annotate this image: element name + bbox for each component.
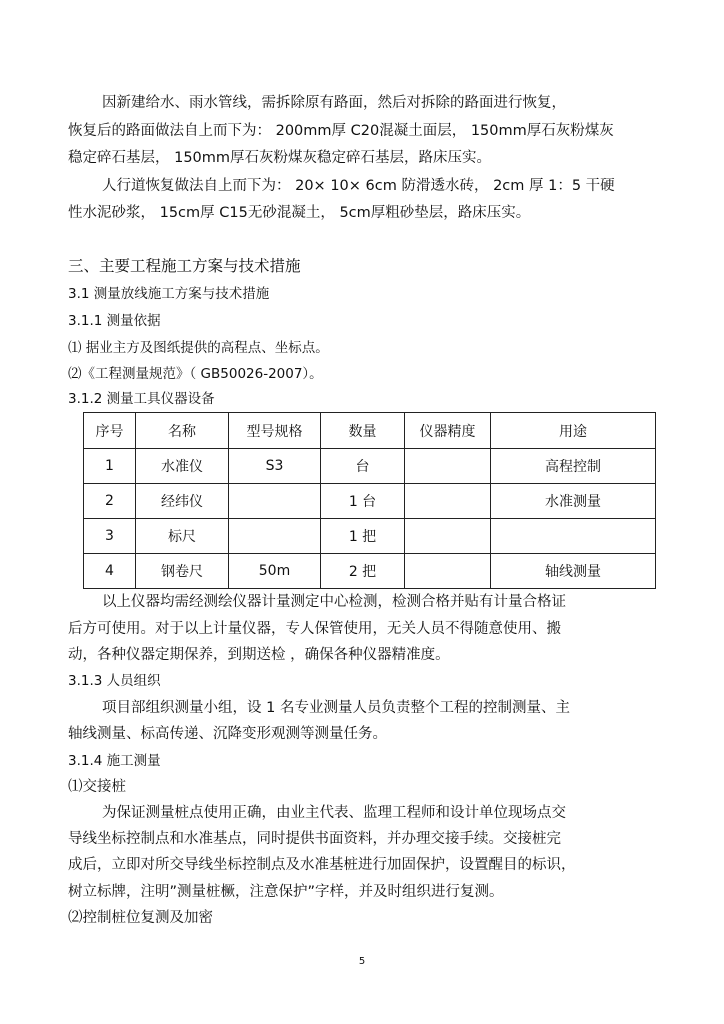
- paragraph-line: 树立标牌，注明”测量桩橛，注意保护”字样，并及时组织进行复测。: [68, 884, 504, 900]
- table-cell: S3: [229, 449, 321, 484]
- table-cell: [405, 519, 491, 554]
- table-row: [84, 484, 656, 519]
- survey-item-heading: ⑵控制桩位复测及加密: [68, 910, 213, 926]
- table-cell: [405, 554, 491, 589]
- subsection-heading: 3.1.3 人员组织: [68, 673, 161, 689]
- paragraph-line: 为保证测量桩点使用正确，由业主代表、监理工程师和设计单位现场点交: [102, 805, 566, 821]
- paragraph-line: 因新建给水、雨水管线，需拆除原有路面，然后对拆除的路面进行恢复，: [102, 95, 566, 111]
- table-cell: 轴线测量: [491, 554, 656, 589]
- table-row: [84, 519, 656, 554]
- table-cell: 标尺: [136, 519, 229, 554]
- paragraph-line: 成后，立即对所交导线坐标控制点及水准基桩进行加固保护，设置醒目的标识，: [68, 857, 576, 873]
- subsection-heading: 3.1 测量放线施工方案与技术措施: [68, 286, 270, 302]
- table-header-cell: 名称: [136, 413, 229, 449]
- table-header-cell: 仪器精度: [405, 413, 491, 449]
- table-cell: 1 台: [321, 484, 405, 519]
- paragraph-line: 轴线测量、标高传递、沉降变形观测等测量任务。: [68, 726, 387, 742]
- table-cell: 水准仪: [136, 449, 229, 484]
- table-cell: 1: [84, 449, 136, 484]
- paragraph-line: 性水泥砂浆， 15cm厚 C15无砂混凝土， 5cm厚粗砂垫层，路床压实。: [68, 205, 531, 221]
- subsection-heading: 3.1.2 测量工具仪器设备: [68, 391, 215, 407]
- table-cell: 2: [84, 484, 136, 519]
- subsection-heading: 3.1.4 施工测量: [68, 753, 161, 769]
- table-cell: 50m: [229, 554, 321, 589]
- instrument-table: [83, 412, 656, 589]
- section-heading: 三、主要工程施工方案与技术措施: [68, 257, 301, 275]
- table-cell: [229, 519, 321, 554]
- paragraph-line: 以上仪器均需经测绘仪器计量测定中心检测，检测合格并贴有计量合格证: [102, 594, 566, 610]
- subsection-heading: 3.1.1 测量依据: [68, 313, 161, 329]
- table-header-cell: 数量: [321, 413, 405, 449]
- table-cell: 水准测量: [491, 484, 656, 519]
- table-cell: [491, 519, 656, 554]
- paragraph-line: 项目部组织测量小组，设 1 名专业测量人员负责整个工程的控制测量、主: [102, 700, 570, 716]
- table-cell: 3: [84, 519, 136, 554]
- survey-item-heading: ⑴交接桩: [68, 779, 126, 795]
- table-header-cell: 序号: [84, 413, 136, 449]
- table-header-row: [84, 413, 656, 449]
- table-cell: 经纬仪: [136, 484, 229, 519]
- table-header-cell: 用途: [491, 413, 656, 449]
- table-cell: [405, 449, 491, 484]
- table-header-cell: 型号规格: [229, 413, 321, 449]
- paragraph-line: 稳定碎石基层， 150mm厚石灰粉煤灰稳定碎石基层，路床压实。: [68, 150, 492, 166]
- table-cell: 2 把: [321, 554, 405, 589]
- table-cell: 高程控制: [491, 449, 656, 484]
- paragraph-line: 恢复后的路面做法自上而下为： 200mm厚 C20混凝土面层， 150mm厚石灰粉煤灰: [68, 123, 614, 139]
- table-cell: 4: [84, 554, 136, 589]
- basis-item: ⑴ 据业主方及图纸提供的高程点、坐标点。: [68, 340, 329, 356]
- table-cell: [229, 484, 321, 519]
- table-cell: [405, 484, 491, 519]
- paragraph-line: 动，各种仪器定期保养，到期送检 ，确保各种仪器精准度。: [68, 647, 450, 663]
- basis-item: ⑵《工程测量规范》（ GB50026-2007）。: [68, 366, 323, 382]
- table-row: [84, 449, 656, 484]
- paragraph-line: 后方可使用。对于以上计量仪器，专人保管使用，无关人员不得随意使用、搬: [68, 621, 561, 637]
- table-cell: 1 把: [321, 519, 405, 554]
- page-number: 5: [358, 956, 366, 967]
- paragraph-line: 导线坐标控制点和水准基点，同时提供书面资料，并办理交接手续。交接桩完: [68, 831, 561, 847]
- paragraph-line: 人行道恢复做法自上而下为： 20× 10× 6cm 防滑透水砖， 2cm 厚 1：5 干硬: [102, 178, 615, 194]
- table-cell: 台: [321, 449, 405, 484]
- table-row: [84, 554, 656, 589]
- table-cell: 钢卷尺: [136, 554, 229, 589]
